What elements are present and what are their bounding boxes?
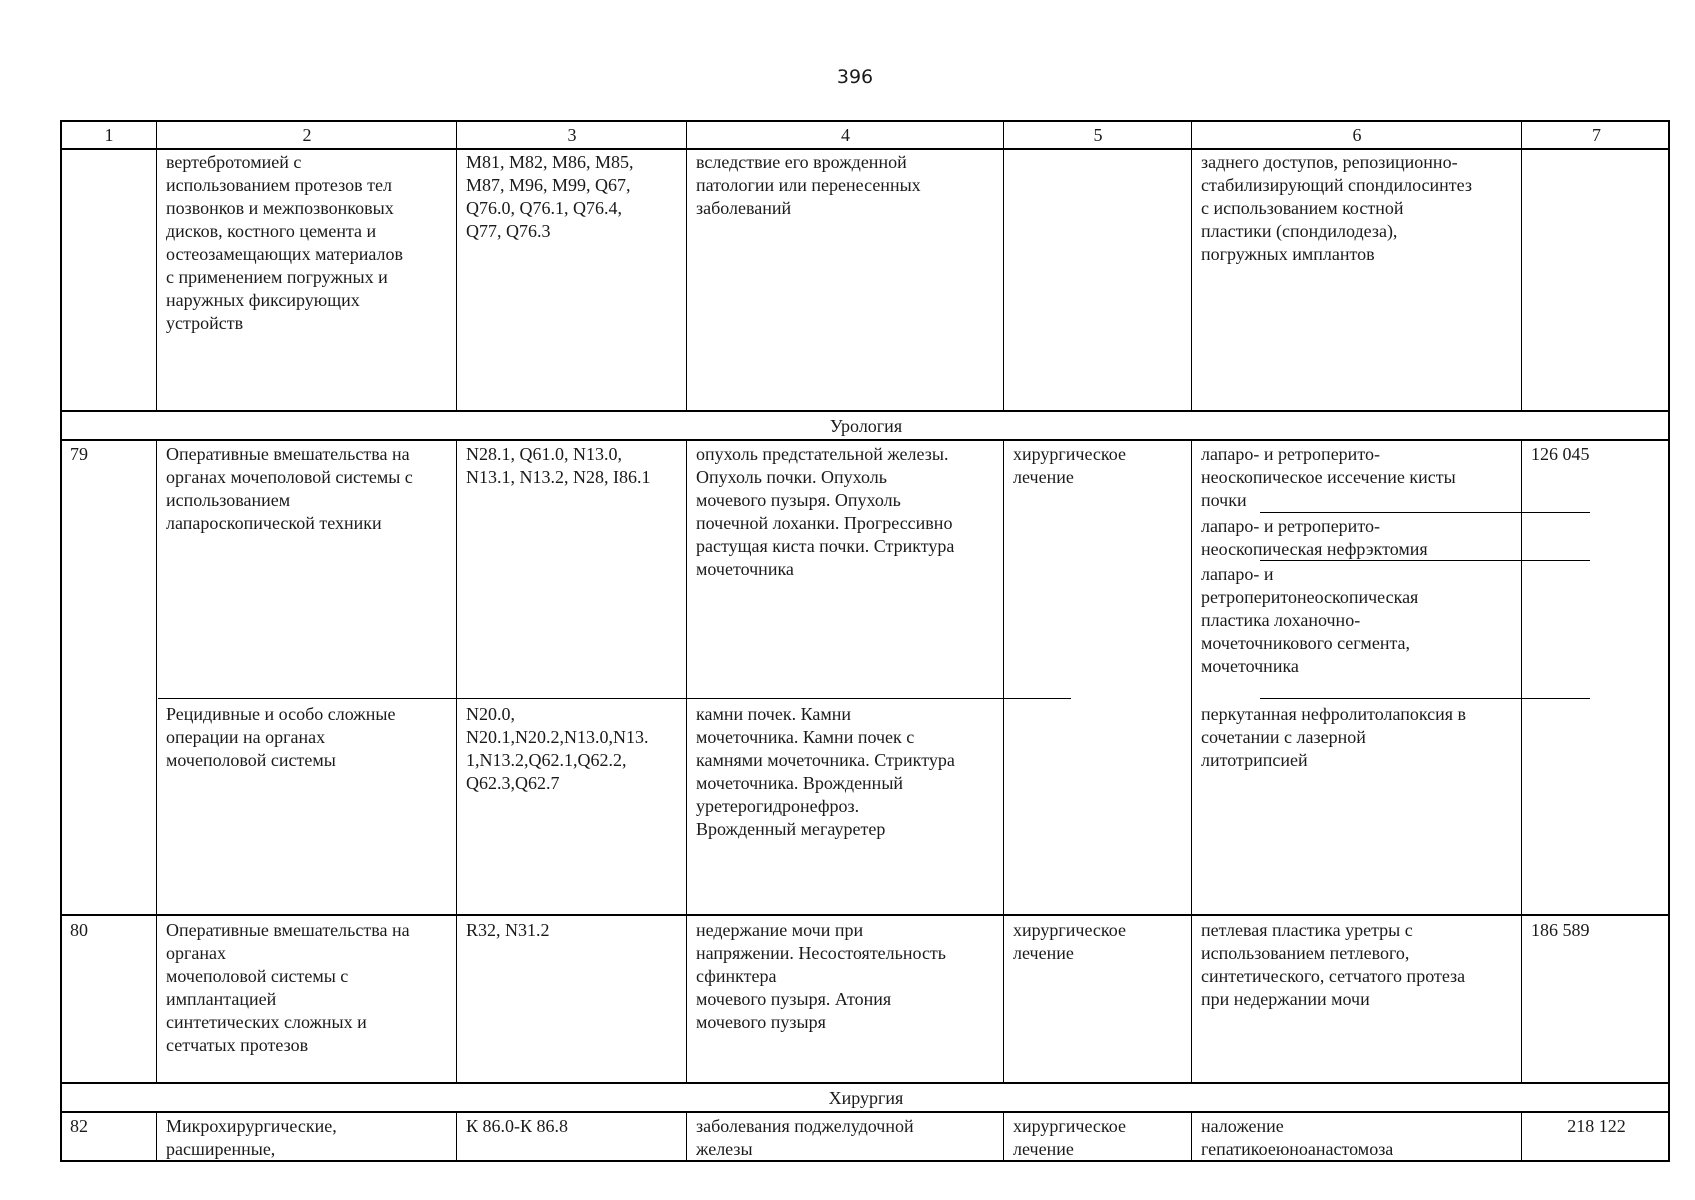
section-heading-urology: Урология	[829, 416, 903, 436]
table-border	[60, 120, 62, 1162]
diagnosis-codes: N20.0, N20.1,N20.2,N13.0,N13. 1,N13.2,Q62.1,Q62.2, Q62.3,Q62.7	[466, 704, 649, 793]
cost-value: 186 589	[1531, 920, 1590, 940]
diagnosis-description: камни почек. Камни мочеточника. Камни почек с камнями мочеточника. Стриктура мочеточника. Врожденный уретерогидронефроз. Врожденный мегауретер	[696, 704, 955, 839]
col-divider	[1003, 440, 1004, 1083]
procedures-table	[60, 120, 1670, 1160]
cost-value: 218 122	[1567, 1116, 1626, 1136]
continuation-codes: M81, M82, M86, M85, M87, M96, M99, Q67, Q76.0, Q76.1, Q76.4, Q77, Q76.3	[466, 152, 634, 241]
row-number: 80	[70, 920, 88, 940]
column-header: 2	[302, 125, 312, 145]
treatment-type: хирургическое лечение	[1013, 444, 1126, 487]
section-heading-surgery: Хирургия	[828, 1088, 904, 1108]
col-divider	[1521, 120, 1522, 411]
diagnosis-codes: R32, N31.2	[466, 920, 550, 940]
row-divider	[60, 914, 1670, 916]
continuation-treatment-method: заднего доступов, репозиционно- стабилизирующий спондилосинтез с использованием костной пластики (спондилодеза), погружных имплантов	[1201, 152, 1472, 264]
column-header: 1	[104, 125, 114, 145]
col-divider	[1521, 440, 1522, 1083]
column-header: 3	[567, 125, 577, 145]
column-header: 6	[1352, 125, 1362, 145]
continuation-diagnosis: вследствие его врожденной патологии или перенесенных заболеваний	[696, 152, 921, 218]
treatment-method: лапаро- и ретроперито- неоскопическое иссечение кисты почки	[1201, 444, 1456, 510]
treatment-method: перкутанная нефролитолапоксия в сочетании с лазерной литотрипсией	[1201, 704, 1467, 770]
treatment-method: лапаро- и ретроперито- неоскопическая нефрэктомия	[1201, 516, 1428, 559]
cell-divider	[1260, 512, 1590, 513]
col-divider	[1003, 120, 1004, 411]
continuation-method: вертебротомией с использованием протезов тел позвонков и межпозвонковых дисков, костного цемента и остеозамещающих материалов с применением погружных и наружных фиксирующих устройств	[166, 152, 403, 333]
procedure-group: Рецидивные и особо сложные операции на органах мочеполовой системы	[166, 704, 396, 770]
procedure-group: Оперативные вмешательства на органах мочеполовой системы с использованием лапароскопической техники	[166, 444, 413, 533]
cost-value: 126 045	[1531, 444, 1590, 464]
procedure-group: Оперативные вмешательства на органах мочеполовой системы с имплантацией синтетических сложных и сетчатых протезов	[166, 920, 410, 1055]
row-number: 82	[70, 1116, 88, 1136]
treatment-type: хирургическое лечение	[1013, 1116, 1126, 1159]
treatment-method: наложение гепатикоеюноанастомоза	[1201, 1116, 1394, 1159]
table-border	[1668, 120, 1670, 1162]
header-divider	[60, 148, 1670, 150]
column-header: 7	[1592, 125, 1601, 145]
diagnosis-codes: К 86.0-К 86.8	[466, 1116, 569, 1136]
diagnosis-description: заболевания поджелудочной железы	[696, 1116, 914, 1159]
row-divider	[60, 439, 1670, 441]
diagnosis-description: опухоль предстательной железы. Опухоль почки. Опухоль мочевого пузыря. Опухоль почечной лоханки. Прогрессивно растущая киста почки. Стриктура мочеточника	[696, 444, 955, 579]
row-divider	[60, 1111, 1670, 1113]
diagnosis-description: недержание мочи при напряжении. Несостоятельность сфинктера мочевого пузыря. Атония мочевого пузыря	[696, 920, 947, 1032]
row-number: 79	[70, 444, 88, 464]
procedure-group: Микрохирургические, расширенные,	[166, 1116, 337, 1159]
treatment-type: хирургическое лечение	[1013, 920, 1126, 963]
diagnosis-codes: N28.1, Q61.0, N13.0, N13.1, N13.2, N28, I86.1	[466, 444, 651, 487]
page-number: 396	[836, 66, 874, 88]
treatment-method: петлевая пластика уретры с использованием петлевого, синтетического, сетчатого протеза при недержании мочи	[1201, 920, 1466, 1009]
treatment-method: лапаро- и ретроперитонеоскопическая пластика лоханочно- мочеточникового сегмента, мочеточника	[1201, 564, 1419, 676]
column-header: 4	[841, 125, 850, 145]
row-divider	[1260, 698, 1590, 699]
row-divider	[158, 698, 1071, 699]
row-divider	[60, 410, 1670, 412]
row-divider	[60, 1082, 1670, 1084]
column-header: 5	[1093, 125, 1103, 145]
